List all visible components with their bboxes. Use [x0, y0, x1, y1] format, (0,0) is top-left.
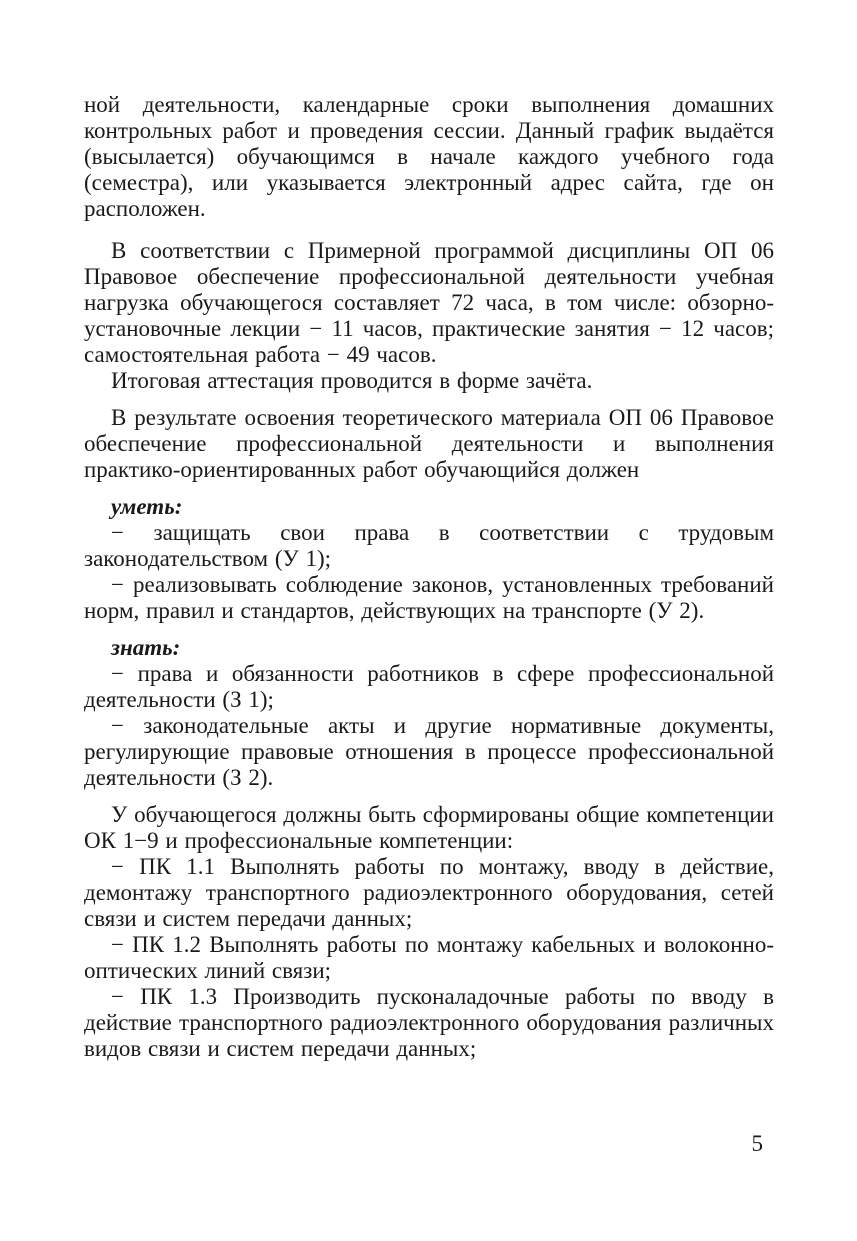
knowledge-item-z2: − законодательные акты и другие нормативные документы, регулирующие правовые отношения в процессе профессиональной деятельности (З 2). [84, 713, 774, 790]
skill-item-u2: − реализовывать соблюдение законов, установленных требований норм, правил и стандартов, действующих на транспорте (У 2). [84, 572, 774, 623]
heading-umet: уметь: [111, 494, 183, 519]
paragraph-competencies-intro: У обучающегося должны быть сформированы общие компетенции ОК 1−9 и профессиональные компетенции: [84, 802, 774, 853]
page-number: 5 [751, 1131, 763, 1156]
text-block [84, 92, 774, 1062]
continuation-paragraph: ной деятельности, календарные сроки выполнения домашних контрольных работ и проведения сессии. Данный график выдаётся (высылается) обучающимся в начале каждого учебного года (семестра), или указывается электронный адрес сайта, где он расположен. [84, 92, 774, 221]
paragraph-program-hours: В соответствии с Примерной программой дисциплины ОП 06 Правовое обеспечение профессиональной деятельности учебная нагрузка обучающегося составляет 72 часа, в том числе: обзорно-установочные лекции − 11 часов, практические занятия − 12 часов; самостоятельная работа − 49 часов. [84, 238, 774, 367]
paragraph-results-intro: В результате освоения теоретического материала ОП 06 Правовое обеспечение профессиональной деятельности и выполнения практико-ориентированных работ обучающийся должен [84, 405, 774, 482]
competency-item-pk13: − ПК 1.3 Производить пусконаладочные работы по вводу в действие транспортного радиоэлектронного оборудования различных видов связи и систем передачи данных; [84, 984, 774, 1061]
paragraph-attestation: Итоговая аттестация проводится в форме зачёта. [111, 368, 593, 393]
skill-item-u1: − защищать свои права в соответствии с трудовым законодательством (У 1); [84, 520, 774, 571]
knowledge-item-z1: − права и обязанности работников в сфере профессиональной деятельности (З 1); [84, 661, 774, 712]
heading-znat: знать: [111, 635, 181, 660]
competency-item-pk12: − ПК 1.2 Выполнять работы по монтажу кабельных и волоконно-оптических линий связи; [84, 932, 774, 983]
competency-item-pk11: − ПК 1.1 Выполнять работы по монтажу, вводу в действие, демонтажу транспортного радиоэлектронного оборудования, сетей связи и систем передачи данных; [84, 854, 774, 931]
